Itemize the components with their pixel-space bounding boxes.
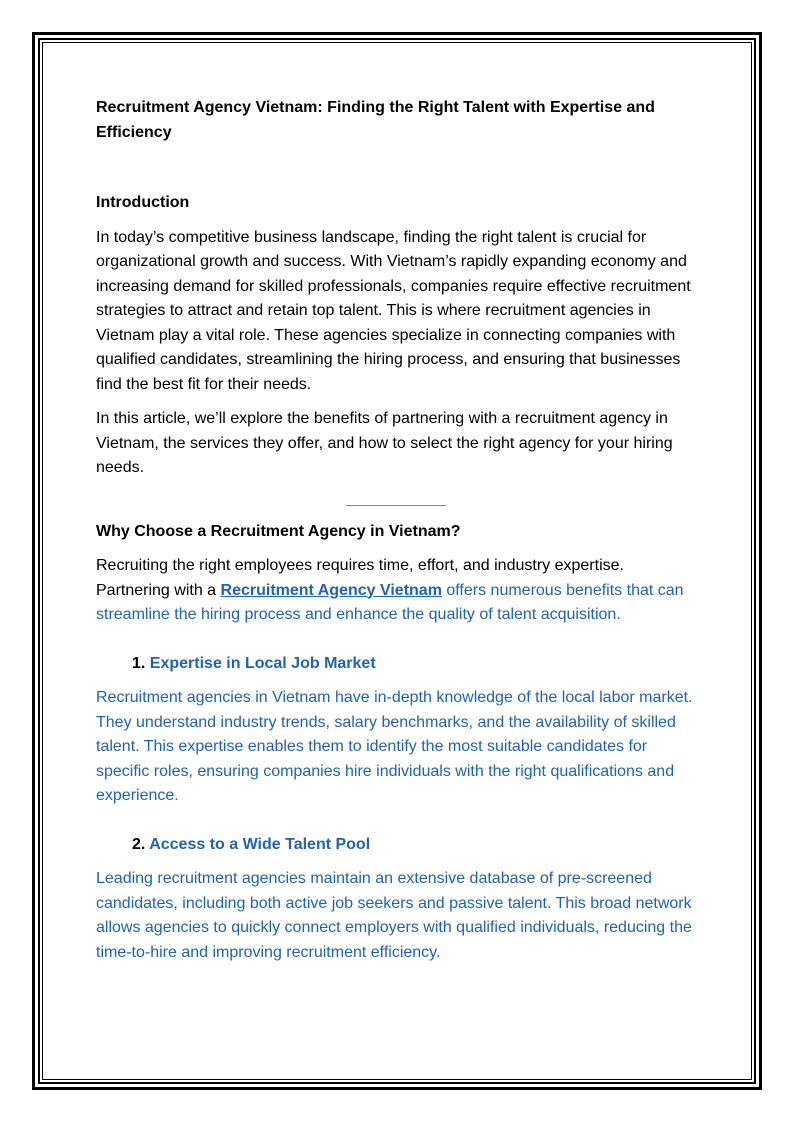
why-paragraph-tail: offers numerous benefits that can streamline the hiring process and enhance the quality of talent acquisition.	[96, 581, 684, 623]
list-item-1-number: 1.	[132, 654, 146, 672]
document-body	[96, 96, 696, 975]
why-heading: Why Choose a Recruitment Agency in Vietnam?	[96, 522, 461, 540]
list-item-2-heading	[132, 833, 696, 858]
why-paragraph	[96, 554, 696, 628]
list-item-1-heading	[132, 652, 696, 677]
list-item-2-text: Leading recruitment agencies maintain an extensive database of pre-screened candidates, including both active job seekers and passive talent. This broad network allows agencies to quickly connect employers with qualified individuals, reducing the time-to-hire and improving recruitment efficiency.	[96, 870, 692, 961]
why-paragraph-lead: Recruiting the right employees requires time, effort, and industry expertise. Partnering with a	[96, 557, 624, 599]
section-divider	[346, 505, 446, 506]
list-item-1-text: Recruitment agencies in Vietnam have in-depth knowledge of the local labor market. They understand industry trends, salary benchmarks, and the availability of skilled talent. This expertise enables them to identify the most suitable candidates for specific roles, ensuring companies hire individuals with the right qualifications and experience.	[96, 689, 693, 804]
list-item-2-number: 2.	[132, 835, 146, 853]
document-title: Recruitment Agency Vietnam: Finding the Right Talent with Expertise and Efficiency	[96, 99, 655, 141]
list-item-2-label: Access to a Wide Talent Pool	[149, 835, 371, 853]
intro-heading: Introduction	[96, 194, 190, 211]
intro-paragraph-1: In today’s competitive business landscape, finding the right talent is crucial for organizational growth and success. With Vietnam’s rapidly expanding economy and increasing demand for skilled professionals, companies require effective recruitment strategies to attract and retain top talent. This is where recruitment agencies in Vietnam play a vital role. These agencies specialize in connecting companies with qualified candidates, streamlining the hiring process, and ensuring that businesses find the best fit for their needs.	[96, 228, 691, 393]
recruitment-agency-vietnam-link[interactable]: Recruitment Agency Vietnam	[220, 581, 442, 599]
list-item-1-label: Expertise in Local Job Market	[149, 654, 376, 672]
intro-paragraph-2: In this article, we’ll explore the benefits of partnering with a recruitment agency in Vietnam, the services they offer, and how to select the right agency for your hiring needs.	[96, 410, 673, 476]
